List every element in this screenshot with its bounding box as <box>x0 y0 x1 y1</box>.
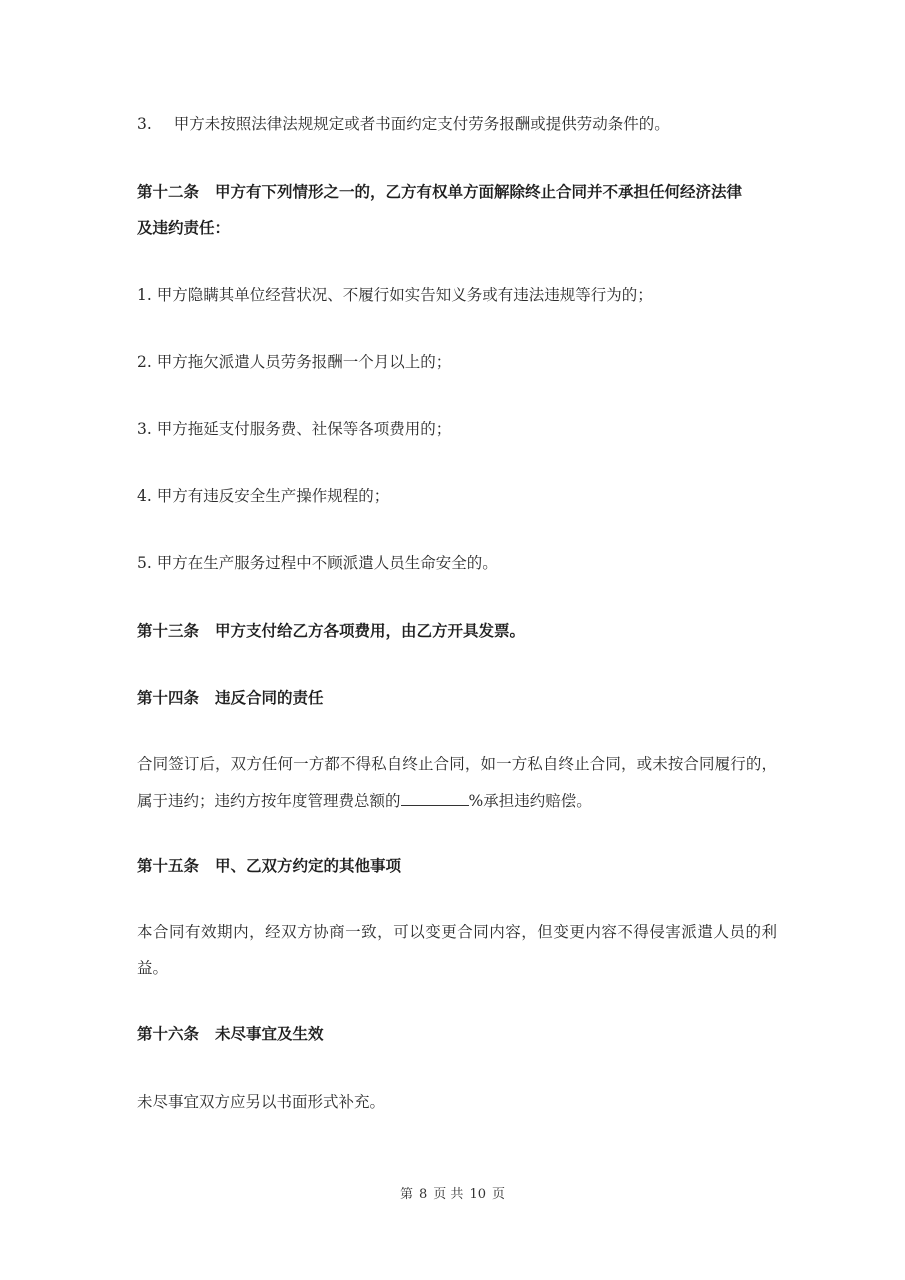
article-15-title: 甲、乙双方约定的其他事项 <box>215 857 402 875</box>
article-12-item-1: 1. 甲方隐瞒其单位经营状况、不履行如实告知义务或有违法违规等行为的； <box>137 286 653 304</box>
item-text: 甲方未按照法律法规规定或者书面约定支付劳务报酬或提供劳动条件的。 <box>173 115 670 133</box>
article-16-title-line <box>137 1024 777 1044</box>
article-12-item-3: 3. 甲方拖延支付服务费、社保等各项费用的； <box>137 420 452 438</box>
article-13-heading: 第十三条 <box>137 622 200 640</box>
article-12-item-4: 4. 甲方有违反安全生产操作规程的； <box>137 487 390 505</box>
total-pages: 10 <box>469 1187 486 1202</box>
article-15-body-line-1: 本合同有效期内，经双方协商一致，可以变更合同内容，但变更内容不得侵害派遣人员的利 <box>137 923 777 941</box>
article-16-body: 未尽事宜双方应另以书面形式补充。 <box>137 1093 386 1111</box>
article-12-line-1 <box>137 182 777 202</box>
article-15-body-line-2: 益。 <box>137 959 169 977</box>
article-15-title-line <box>137 856 777 876</box>
article-15-heading: 第十五条 <box>137 857 200 875</box>
article-14-body-post: %承担违约赔偿。 <box>468 792 592 810</box>
clause-11-item-3 <box>137 114 777 134</box>
article-14-heading: 第十四条 <box>137 689 200 707</box>
page-footer <box>0 1186 905 1204</box>
article-16-title: 未尽事宜及生效 <box>215 1025 324 1043</box>
footer-label-mid: 页 共 <box>433 1187 464 1202</box>
article-12-heading: 第十二条 <box>137 183 200 201</box>
article-13-text: 甲方支付给乙方各项费用，由乙方开具发票。 <box>215 622 526 640</box>
article-13 <box>137 621 777 641</box>
article-14-title-line <box>137 688 777 708</box>
article-12-item-5: 5. 甲方在生产服务过程中不顾派遣人员生命安全的。 <box>137 554 498 572</box>
article-16-heading: 第十六条 <box>137 1025 200 1043</box>
article-14-body-line-1: 合同签订后，双方任何一方都不得私自终止合同，如一方私自终止合同，或未按合同履行的， <box>137 755 777 773</box>
article-12-text-line-1: 甲方有下列情形之一的，乙方有权单方面解除终止合同并不承担任何经济法律 <box>215 183 743 201</box>
page-number: 8 <box>419 1187 428 1202</box>
article-14-title: 违反合同的责任 <box>215 689 324 707</box>
article-14-body-pre: 属于违约；违约方按年度管理费总额的 <box>137 792 401 810</box>
percentage-blank-field <box>401 790 469 806</box>
item-number: 3. <box>137 115 152 133</box>
article-14-body-line-2 <box>137 790 777 811</box>
article-12-text-line-2: 及违约责任： <box>137 219 231 237</box>
article-12-item-2: 2. 甲方拖欠派遣人员劳务报酬一个月以上的； <box>137 353 452 371</box>
footer-label-pre: 第 <box>400 1187 414 1202</box>
footer-label-post: 页 <box>491 1187 505 1202</box>
